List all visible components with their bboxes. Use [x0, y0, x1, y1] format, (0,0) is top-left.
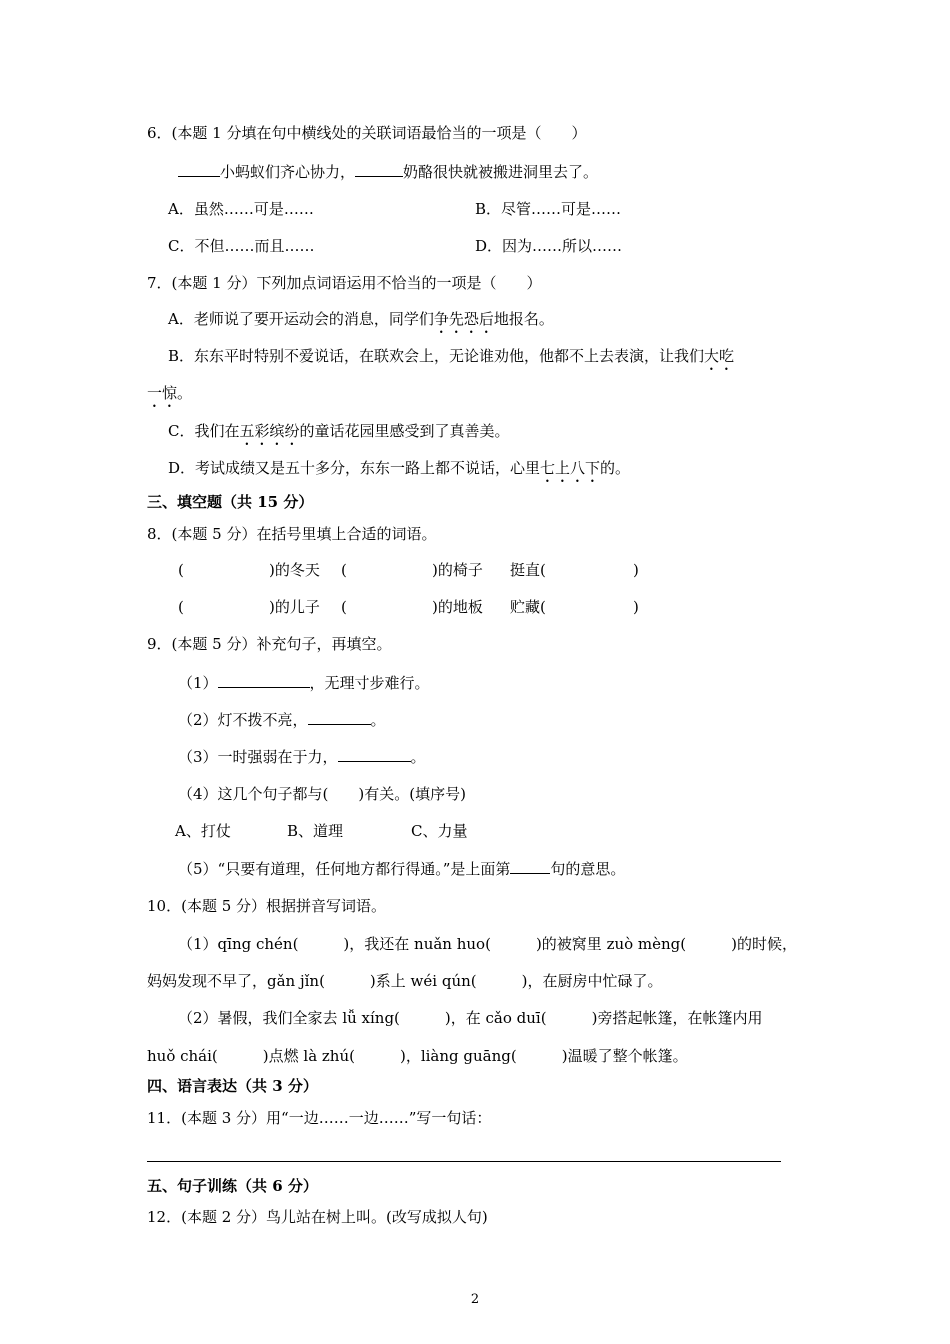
q8-r1-text-2[interactable]: )的椅子	[432, 561, 483, 579]
q7-b-pre: B．东东平时特别不爱说话，在联欢会上，无论谁劝他，他都不上去表演，让我们	[168, 347, 705, 365]
section-3-heading: 三、填空题（共 15 分）	[147, 493, 314, 511]
q7-c-post: 的童话花园里感受到了真善美。	[299, 422, 510, 440]
q7-d-post: 的。	[600, 459, 631, 477]
q6-option-d[interactable]: D．因为……所以……	[475, 237, 623, 255]
q11-stem: 11．(本题 3 分）用“一边……一边……”写一句话：	[147, 1109, 492, 1127]
q7-b-dotted-1: 大吃	[704, 347, 735, 365]
q8-stem: 8．(本题 5 分）在括号里填上合适的词语。	[147, 525, 437, 543]
q11-answer-line[interactable]	[147, 1161, 781, 1162]
q10-line-2: 妈妈发现不早了，gǎn jǐn( )系上 wéi qún( )，在厨房中忙碌了。	[147, 972, 663, 990]
q9-option-b[interactable]: B、道理	[287, 822, 344, 840]
q9-option-c[interactable]: C、力量	[411, 822, 468, 840]
q8-r2-text-1[interactable]: )的儿子	[269, 598, 320, 616]
page-number: 2	[470, 1292, 480, 1307]
q8-r2-open-2: (	[341, 598, 347, 616]
q8-r2-close-3: )	[633, 598, 639, 616]
q7-option-b-cont	[147, 383, 192, 411]
q9-s5-pre: （5）“只要有道理，任何地方都行得通。”是上面第	[178, 860, 511, 878]
q7-a-pre: A．老师说了要开运动会的消息，同学们	[168, 310, 434, 328]
q7-c-dotted: 五彩缤纷	[239, 422, 300, 440]
q7-a-post: 地报名。	[493, 310, 554, 328]
q8-r1-close-3: )	[633, 561, 639, 579]
q9-s5-post: 句的意思。	[550, 860, 626, 878]
q8-r1-open-1: (	[178, 561, 184, 579]
q6-blank-1[interactable]	[178, 161, 220, 177]
q8-r2-text-3[interactable]: 贮藏(	[510, 598, 546, 616]
q6-option-c[interactable]: C．不但……而且……	[168, 237, 315, 255]
q7-b-dotted-2: 一惊	[147, 384, 178, 402]
q7-d-dotted: 七上八下	[540, 459, 601, 477]
q7-stem: 7．(本题 1 分）下列加点词语运用不恰当的一项是（ ）	[147, 274, 542, 292]
q8-r1-text-3[interactable]: 挺直(	[510, 561, 546, 579]
q7-option-b[interactable]	[168, 346, 734, 374]
section-4-heading: 四、语言表达（共 3 分）	[147, 1077, 318, 1095]
q9-s2-pre: （2）灯不拨不亮，	[178, 711, 308, 729]
q7-option-a[interactable]	[168, 309, 554, 337]
q8-r2-text-2[interactable]: )的地板	[432, 598, 483, 616]
q9-option-a[interactable]: A、打仗	[175, 822, 231, 840]
q6-sentence	[178, 161, 598, 182]
q6-sentence-b: 奶酪很快就被搬进洞里去了。	[403, 163, 599, 181]
q9-s1-post: ，无理寸步难行。	[309, 674, 430, 692]
section-5-heading: 五、句子训练（共 6 分）	[147, 1177, 318, 1195]
q6-sentence-a: 小蚂蚁们齐心协力，	[220, 163, 356, 181]
q10-line-1: （1）qīng chén( )，我还在 nuǎn huo( )的被窝里 zuò mèng( )的时候，	[178, 935, 797, 953]
q7-b-post: 。	[177, 384, 193, 402]
q9-s3-post: 。	[410, 748, 426, 766]
q9-s5-blank[interactable]	[510, 858, 550, 874]
q12-stem: 12．(本题 2 分）鸟儿站在树上叫。(改写成拟人句)	[147, 1208, 488, 1226]
q7-option-c[interactable]	[168, 421, 510, 449]
q9-sentence-2	[178, 709, 386, 730]
q6-option-a[interactable]: A．虽然……可是……	[168, 200, 314, 218]
q9-stem: 9．(本题 5 分）补充句子，再填空。	[147, 635, 392, 653]
q7-c-pre: C．我们在	[168, 422, 240, 440]
q10-stem: 10．(本题 5 分）根据拼音写词语。	[147, 897, 387, 915]
q9-s2-blank[interactable]	[308, 709, 371, 725]
q8-r1-text-1[interactable]: )的冬天	[269, 561, 320, 579]
q9-sentence-4: （4）这几个句子都与( )有关。(填序号)	[178, 785, 466, 803]
q9-sentence-5	[178, 858, 625, 879]
q6-blank-2[interactable]	[355, 161, 403, 177]
q7-option-d[interactable]	[168, 458, 630, 486]
q10-line-4: huǒ chái( )点燃 là zhú( )，liàng guāng( )温暖了整个帐篷。	[147, 1047, 688, 1065]
q9-s3-pre: （3）一时强弱在于力，	[178, 748, 338, 766]
q6-option-b[interactable]: B．尽管……可是……	[475, 200, 622, 218]
q7-d-pre: D．考试成绩又是五十多分，东东一路上都不说话，心里	[168, 459, 541, 477]
q10-line-3: （2）暑假，我们全家去 lǚ xíng( )，在 cǎo duī( )旁搭起帐篷，在帐篷内用	[178, 1009, 763, 1027]
q9-s2-post: 。	[370, 711, 386, 729]
q9-sentence-3	[178, 746, 426, 767]
q6-stem: 6．(本题 1 分填在句中横线处的关联词语最恰当的一项是（ ）	[147, 124, 587, 142]
q7-a-dotted: 争先恐后	[433, 310, 494, 328]
q9-sentence-1	[178, 672, 430, 693]
q8-r1-open-2: (	[341, 561, 347, 579]
q8-r2-open-1: (	[178, 598, 184, 616]
q9-s3-blank[interactable]	[338, 746, 411, 762]
q9-s1-pre: （1）	[178, 674, 218, 692]
q9-s1-blank[interactable]	[218, 672, 310, 688]
